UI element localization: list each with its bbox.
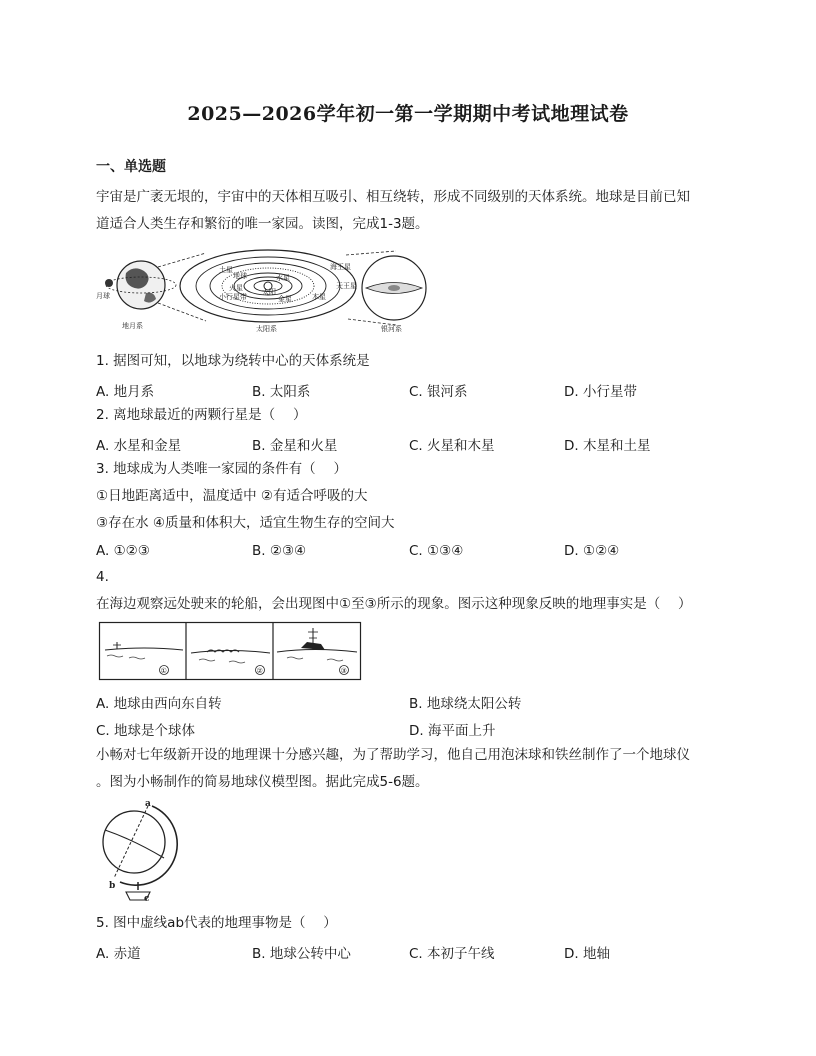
solar-system-diagram: [180, 250, 357, 333]
globe-label-c: c: [144, 894, 150, 904]
q3-conditions-line-1: ①日地距离适中，温度适中 ②有适合呼吸的大: [96, 488, 368, 504]
q2-stem: 2. 离地球最近的两颗行星是（ ）: [96, 407, 307, 423]
exam-title: 2025—2026学年初一第一学期期中考试地理试卷: [187, 103, 629, 125]
panel-3-number: ③: [340, 667, 347, 675]
q3-stem: 3. 地球成为人类唯一家园的条件有（ ）: [96, 461, 347, 477]
planet-label: 海王星: [330, 263, 351, 271]
q5-option-c: C. 本初子午线: [409, 946, 495, 962]
globe-label-b: b: [109, 881, 116, 891]
q2-option-d: D. 木星和土星: [564, 438, 651, 454]
planet-label: 水星: [276, 274, 290, 282]
q5-option-d: D. 地轴: [564, 946, 610, 962]
planet-label: 金星: [278, 295, 292, 303]
q3-option-d: D. ①②④: [564, 543, 620, 559]
planet-label: 土星: [219, 266, 233, 274]
intro-1-line-1: 宇宙是广袤无垠的，宇宙中的天体相互吸引、相互绕转，形成不同级别的天体系统。地球是目前已知: [96, 189, 690, 205]
q2-option-b: B. 金星和火星: [252, 438, 338, 454]
q2-option-a: A. 水星和金星: [96, 438, 182, 454]
celestial-systems-figure: [96, 243, 446, 343]
moon-label: 月球: [96, 292, 110, 300]
q4-option-b: B. 地球绕太阳公转: [409, 696, 522, 712]
earth-moon-system-label: 地月系: [122, 322, 143, 330]
panel-2-number: ②: [256, 667, 263, 675]
panel-1-number: ①: [160, 667, 167, 675]
planet-label: 木星: [312, 293, 326, 301]
q2-option-c: C. 火星和木星: [409, 438, 495, 454]
q4-stem: 在海边观察远处驶来的轮船，会出现图中①至③所示的现象。图示这种现象反映的地理事实是（ ）: [96, 596, 692, 612]
galaxy-label: 银河系: [381, 325, 402, 333]
q1-option-d: D. 小行星带: [564, 384, 637, 400]
planet-label: 天王星: [336, 282, 357, 290]
q4-number: 4.: [96, 569, 109, 585]
q3-option-b: B. ②③④: [252, 543, 307, 559]
q5-option-a: A. 赤道: [96, 946, 141, 962]
q4-option-d: D. 海平面上升: [409, 723, 496, 739]
q1-option-a: A. 地月系: [96, 384, 155, 400]
ship-horizon-figure: [99, 622, 361, 682]
q3-conditions-line-2: ③存在水 ④质量和体积大，适宜生物生存的空间大: [96, 515, 395, 531]
q5-option-b: B. 地球公转中心: [252, 946, 351, 962]
asteroid-belt-label: 小行星带: [219, 293, 247, 301]
intro-1-line-2: 道适合人类生存和繁衍的唯一家园。读图，完成1-3题。: [96, 216, 429, 232]
intro-2-line-1: 小畅对七年级新开设的地理课十分感兴趣，为了帮助学习，他自己用泡沫球和铁丝制作了一个地球仪: [96, 747, 690, 763]
q5-stem: 5. 图中虚线ab代表的地理事物是（ ）: [96, 915, 337, 931]
section-heading: 一、单选题: [96, 159, 166, 175]
planet-label: 火星: [229, 284, 243, 292]
planet-label: 地球: [233, 272, 247, 280]
solar-system-label: 太阳系: [256, 325, 277, 333]
q1-option-b: B. 太阳系: [252, 384, 311, 400]
q3-option-a: A. ①②③: [96, 543, 150, 559]
q1-stem: 1. 据图可知，以地球为绕转中心的天体系统是: [96, 353, 370, 369]
globe-label-a: a: [145, 799, 151, 809]
q3-option-c: C. ①③④: [409, 543, 464, 559]
globe-model-figure: [96, 800, 186, 905]
intro-2-line-2: 。图为小畅制作的简易地球仪模型图。据此完成5-6题。: [96, 774, 429, 790]
moon-icon: [105, 279, 113, 287]
q4-option-a: A. 地球由西向东自转: [96, 696, 222, 712]
sun-label: 太阳: [262, 288, 276, 296]
q4-option-c: C. 地球是个球体: [96, 723, 196, 739]
q1-option-c: C. 银河系: [409, 384, 468, 400]
